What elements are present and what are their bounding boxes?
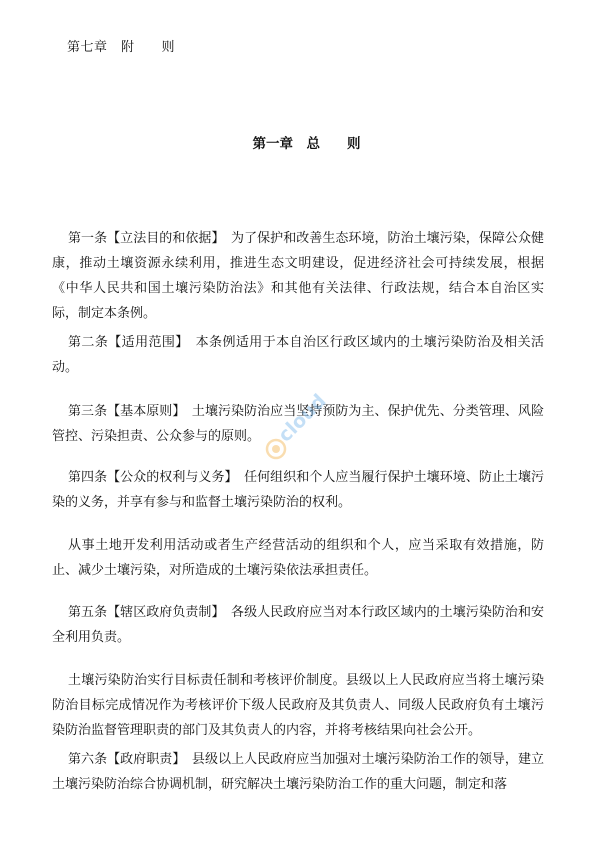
cloud-watermark-icon [260,385,344,469]
chapter-title: 第一章 总 则 [252,136,361,152]
article-4-paragraph: 第四条【公众的权利与义务】 任何组织和个人应当履行保护土壤环境、防止土壤污染的义务，并享有参与和监督土壤污染防治的权利。 [52,470,544,510]
article-2-paragraph: 第二条【适用范围】 本条例适用于本自治区行政区域内的土壤污染防治及相关活动。 [52,335,544,375]
article-5-subparagraph: 土壤污染防治实行目标责任制和考核评价制度。县级以上人民政府应当将土壤污染防治目标完成情况作为考核评价下级人民政府及其负责人、同级人民政府负有土壤污染防治监督管理职责的部门及其负责人的内容，并将考核结果向社会公开。 [52,673,544,738]
article-1-paragraph: 第一条【立法目的和依据】 为了保护和改善生态环境，防治土壤污染，保障公众健康，推动土壤资源永续利用，推进生态文明建设，促进经济社会可持续发展，根据《中华人民共和国土壤污染防治法》和其他有关法律、行政法规，结合本自治区实际，制定本条例。 [52,231,544,321]
appendix-chapter-heading: 第七章 附 则 [67,40,176,55]
article-6-paragraph: 第六条【政府职责】 县级以上人民政府应当加强对土壤污染防治工作的领导，建立土壤污染防治综合协调机制，研究解决土壤污染防治工作的重大问题，制定和落 [52,752,544,792]
article-3-paragraph: 第三条【基本原则】 土壤污染防治应当坚持预防为主、保护优先、分类管理、风险管控、污染担责、公众参与的原则。 [52,404,544,444]
article-5-paragraph: 第五条【辖区政府负责制】 各级人民政府应当对本行政区域内的土壤污染防治和安全利用负责。 [52,605,544,645]
article-4-subparagraph: 从事土地开发利用活动或者生产经营活动的组织和个人，应当采取有效措施，防止、减少土壤污染，对所造成的土壤污染依法承担责任。 [52,538,544,578]
watermark-text: cloud [273,389,331,447]
